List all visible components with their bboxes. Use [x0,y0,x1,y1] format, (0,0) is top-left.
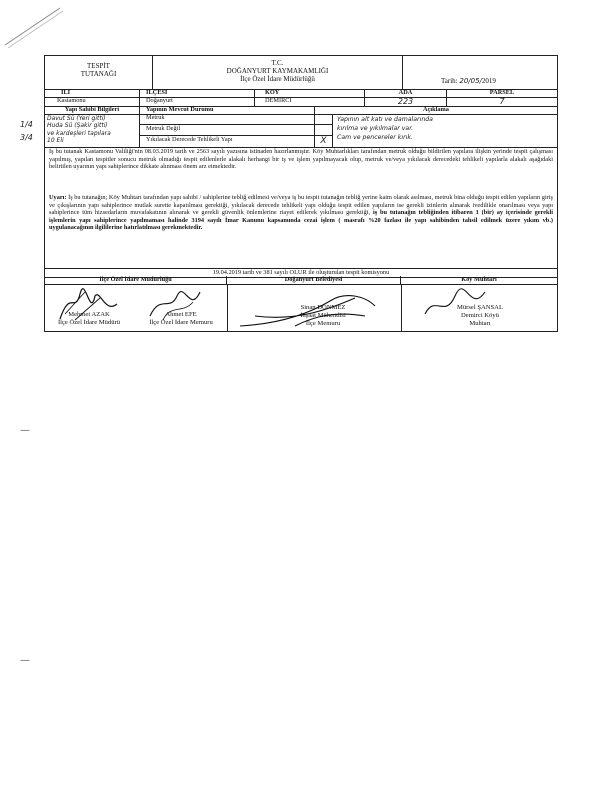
paragraph-1: İş bu tutanak Kastamonu Valiliği'nin 08.03.2019 tarih ve 2563 sayılı yazısına istinaden hazırlanmıştır. Köy Muhtarlıkları tarafından metruk olduğu bildirilen yapılara ilişkin yerinde tespit çalışması yapılmış, yapılan tespitler sonucu metruk olmadığı tespit edilenlerle alakalı herhangi bir iş ve işlem yapılmayacak olup, metruk ve/veya yıkılacak derecedeki tehlikeli yapılarla alakalı aşağıdaki belirtilen uyarının yapı sahiplerince dikkate alınması önem arz etmektedir. [49,148,553,171]
owner-info [45,114,140,147]
commission-col3: Köy Muhtarı [461,276,497,283]
date-block [403,56,557,89]
loc-value-il: Kastamonu [45,97,140,106]
sig-name: Mürsel ŞANSAL [457,304,503,311]
date-label: Tarih: [441,77,458,85]
paragraph-2 [49,194,553,232]
loc-header-ilce: İLÇESİ [140,89,255,97]
loc-header-il: İLİ [45,89,140,97]
sig-divider [227,284,228,331]
status-label: Metruk [146,114,165,121]
col-note-header: Açıklama [423,106,449,113]
status-label: Metruk Değil [146,125,181,132]
signature-4 [425,304,535,328]
margin-note: 1/4 [20,120,33,129]
margin-mark: — [20,655,30,666]
margin-note: 3/4 [20,133,33,142]
note-line: Yapının alt katı ve damalarında [337,116,433,123]
warning-text: İş bu tutanağın; Köy Muhtarı tarafından yapı sahibi / sahiplerine tebliğ edilmesi ve/veya iş bu tespit tutanağın tebliğ yerine kaim olarak asılması, metruk bina olduğu tespit edilen yapıların giriş ve çıkışlarının yapı sahiplerince mutlak surette kapatılması gerektiği, yıkılacak derecede tehlikeli yapı olduğu tespit edilen yapıların ise gerekli izinlerin alınarak ivedilikle onarılması veya yapı sahiplerince tüm hizsedarların muvafakatının alınarak ve gerekli güvenlik önlemlerine riayet edilerek yıkılması gerektiği, [49,194,553,217]
checkbox-metruk [315,114,333,125]
signature-2 [141,311,221,327]
sig-title: Demirci Köyü [461,312,499,319]
date-year: 2019 [481,77,496,85]
doc-title-line2: TUTANAĞI [80,70,117,78]
status-option-metruk-degil [140,125,314,136]
status-option-tehlikeli [140,136,314,147]
org-line2: DOĞANYURT KAYMAKAMLIĞI [226,67,329,75]
sig-name: Mehmet AZAK [68,311,110,318]
note-content [335,114,557,147]
org-line1: T.C. [271,59,284,67]
owner-line: ve kardeşleri tapılara [47,129,111,137]
loc-value-ilce: Doğanyurt [140,97,255,106]
loc-header-koy: KÖY [255,89,365,97]
owner-line: Davut Sü (Yeri gitti) [47,115,106,122]
scan-corner-mark [0,0,70,50]
status-label: Yıkılacak Derecede Tehlikeli Yapı [146,136,233,143]
commission-title: 19.04.2019 tarih ve 381 sayılı OLUR ile oluşturulan tespit komisyonu [45,268,557,278]
loc-value-parsel: 7 [499,97,505,106]
owner-line: 10 Eli [47,136,64,144]
owner-line: Huda Sü (Şakir gitti) [47,122,108,130]
margin-mark: — [20,425,30,436]
header-row [45,56,557,90]
sig-title: Muhtarı [469,320,491,327]
warning-label: Uyarı: [49,194,67,201]
sig-divider [401,284,402,331]
warning-text-bold: iş bu tutanağın tebliğinden itibaren 1 (bir) ay içerisinde gerekli işlemlerin yapı sahiplerince yapılmaması halinde 3194 sayılı İmar Kanunu kapsamında cezai işlem ( masrafı %20 fazlası ile yapı sahibinden tahsil edilmek üzere yıkım vb.) uygulanacağının ilgililerine [49,209,554,232]
signature-3 [273,304,373,328]
date-value: 20/05/ [459,77,482,85]
sig-name: Sinan DÖNMEZ [300,304,346,311]
col-owner-header: Yapı Sahibi Bilgileri [45,106,140,114]
check-column [315,114,333,147]
sig-name: Ahmet EFE [165,311,197,318]
tutanak-document [44,55,558,332]
status-option-metruk [140,114,314,125]
org-block [153,56,403,89]
signature-1 [51,311,127,327]
loc-value-koy: DEMİRCİ [255,97,365,106]
commission-col1: İlçe Özel İdare Müdürlüğü [45,276,227,284]
status-options [140,114,315,147]
note-line: kırılma ve yıkılmalar var. [337,125,414,132]
note-line: Cam ve pencereler kırık. [337,134,413,141]
checkbox-tehlikeli: X [315,136,333,147]
owner-body-row [45,114,557,148]
loc-header-parsel: PARSEL [489,89,515,96]
sig-title: İlçe Memuru [305,320,341,327]
sig-title: İlçe Özel İdare Memuru [149,319,213,326]
doc-title [45,56,153,89]
sig-title: İlçe Özel İdare Müdürü [57,319,121,326]
doc-title-line1: TESPİT [87,62,110,70]
sig-title: İnşaat Mühendisi [300,312,346,319]
org-line3: İlçe Özel İdare Müdürlüğü [240,75,315,83]
warning-text-end: hatırlatılması gerekmektedir. [123,224,203,232]
loc-header-ada: ADA [365,89,447,97]
commission-col2: Doğanyurt Belediyesi [227,276,401,284]
checkbox-metruk-degil [315,125,333,136]
col-status-header: Yapının Mevcut Durumu [140,106,315,114]
loc-value-ada: 223 [365,97,447,106]
